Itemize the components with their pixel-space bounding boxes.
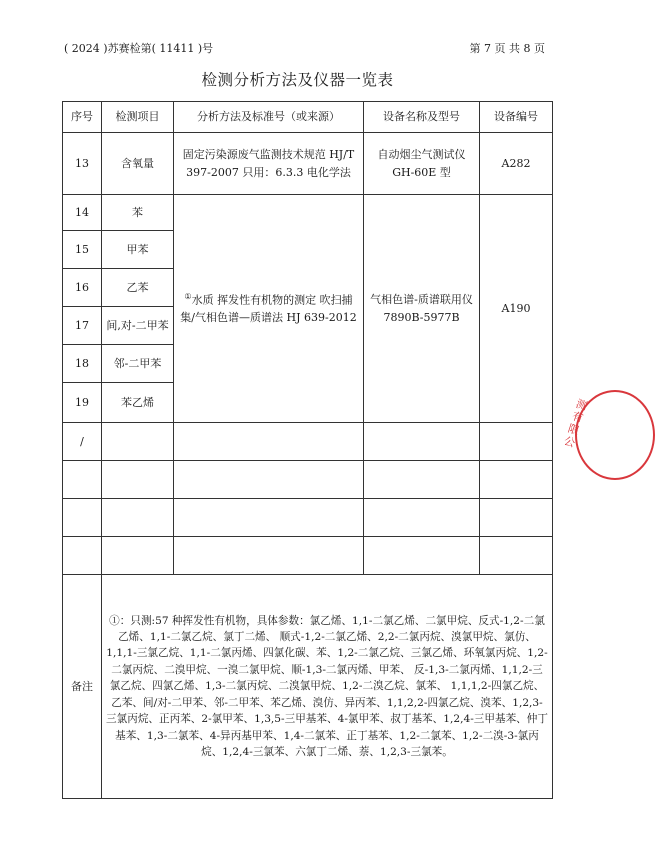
method-instrument-table	[62, 101, 553, 799]
row-item: 乙苯	[102, 269, 174, 307]
row-method: 固定污染源废气监测技术规范 HJ/T 397-2007 只用：6.3.3 电化学法	[174, 133, 364, 195]
row-item: 邻-二甲苯	[102, 345, 174, 383]
col-header-item: 检测项目	[102, 102, 174, 133]
notes-label: 备注	[63, 575, 102, 799]
row-no: 13	[63, 133, 102, 195]
voc-method-cell	[174, 195, 364, 423]
voc-equip-no: A190	[480, 195, 553, 423]
seal-text: 测有限公	[562, 397, 589, 450]
header-row	[63, 102, 553, 133]
col-header-no: 序号	[63, 102, 102, 133]
row-item: 间,对-二甲苯	[102, 307, 174, 345]
row-no: 17	[63, 307, 102, 345]
row-no: 14	[63, 195, 102, 231]
row-item: 苯乙烯	[102, 383, 174, 423]
voc-equipment: 气相色谱-质谱联用仪 7890B-5977B	[364, 195, 480, 423]
row-no: 16	[63, 269, 102, 307]
empty-row	[63, 461, 553, 499]
row-no: 19	[63, 383, 102, 423]
page-indicator: 第 7 页 共 8 页	[469, 42, 545, 55]
col-header-equip-no: 设备编号	[480, 102, 553, 133]
empty-row	[63, 499, 553, 537]
voc-method: 水质 挥发性有机物的测定 吹扫捕集/气相色谱—质谱法 HJ 639-2012	[180, 293, 357, 324]
row-equipment: 自动烟尘气测试仪 GH-60E 型	[364, 133, 480, 195]
row-item: 苯	[102, 195, 174, 231]
row-equip-no: A282	[480, 133, 553, 195]
table-row	[63, 423, 553, 461]
col-header-equipment: 设备名称及型号	[364, 102, 480, 133]
row-item: 含氧量	[102, 133, 174, 195]
row-no: 15	[63, 231, 102, 269]
company-seal	[562, 390, 595, 480]
report-number: ( 2024 )苏赛检第( 11411 )号	[64, 42, 214, 55]
row-no: 18	[63, 345, 102, 383]
row-no: /	[63, 423, 102, 461]
col-header-method: 分析方法及标准号（或来源）	[174, 102, 364, 133]
page-title: 检测分析方法及仪器一览表	[201, 71, 394, 89]
notes-text: ①：只测:57 种挥发性有机物，具体参数：氯乙烯、1,1-二氯乙烯、二氯甲烷、反式-1,2-二氯乙烯、1,1-二氯乙烷、氯丁二烯、 顺式-1,2-二氯乙烯、2,2-二氯丙烷、溴氯甲烷、氯仿、1,1,1-三氯乙烷、1,1-二氯丙烯、四氯化碳、苯、1,2-二氯乙烷、三氯乙烯、环氧氯丙烷、1,2-二氯丙烷、二溴甲烷、一溴二氯甲烷、顺-1,3-二氯丙烯、甲苯、 反-1,3-二氯丙烯、1,1,2-三氯乙烷、四氯乙烯、1,3-二氯丙烷、二溴氯甲烷、1,2-二溴乙烷、氯苯、 1,1,1,2-四氯乙烷、乙苯、间/对-二甲苯、邻-二甲苯、苯乙烯、溴仿、异丙苯、1,1,2,2-四氯乙烷、溴苯、1,2,3-三氯丙烷、正丙苯、2-氯甲苯、1,3,5-三甲基苯、4-氯甲苯、叔丁基苯、1,2,4-三甲基苯、仲丁基苯、1,3-二氯苯、4-异丙基甲苯、1,4-二氯苯、正丁基苯、1,2-二氯苯、1,2-二溴-3-氯丙烷、1,2,4-三氯苯、六氯丁二烯、萘、1,2,3-三氯苯。	[102, 575, 553, 799]
table-row	[63, 133, 553, 195]
footnote-marker: ①	[184, 292, 192, 302]
empty-row	[63, 537, 553, 575]
row-item: 甲苯	[102, 231, 174, 269]
table-row	[63, 195, 553, 231]
notes-row	[63, 575, 553, 799]
